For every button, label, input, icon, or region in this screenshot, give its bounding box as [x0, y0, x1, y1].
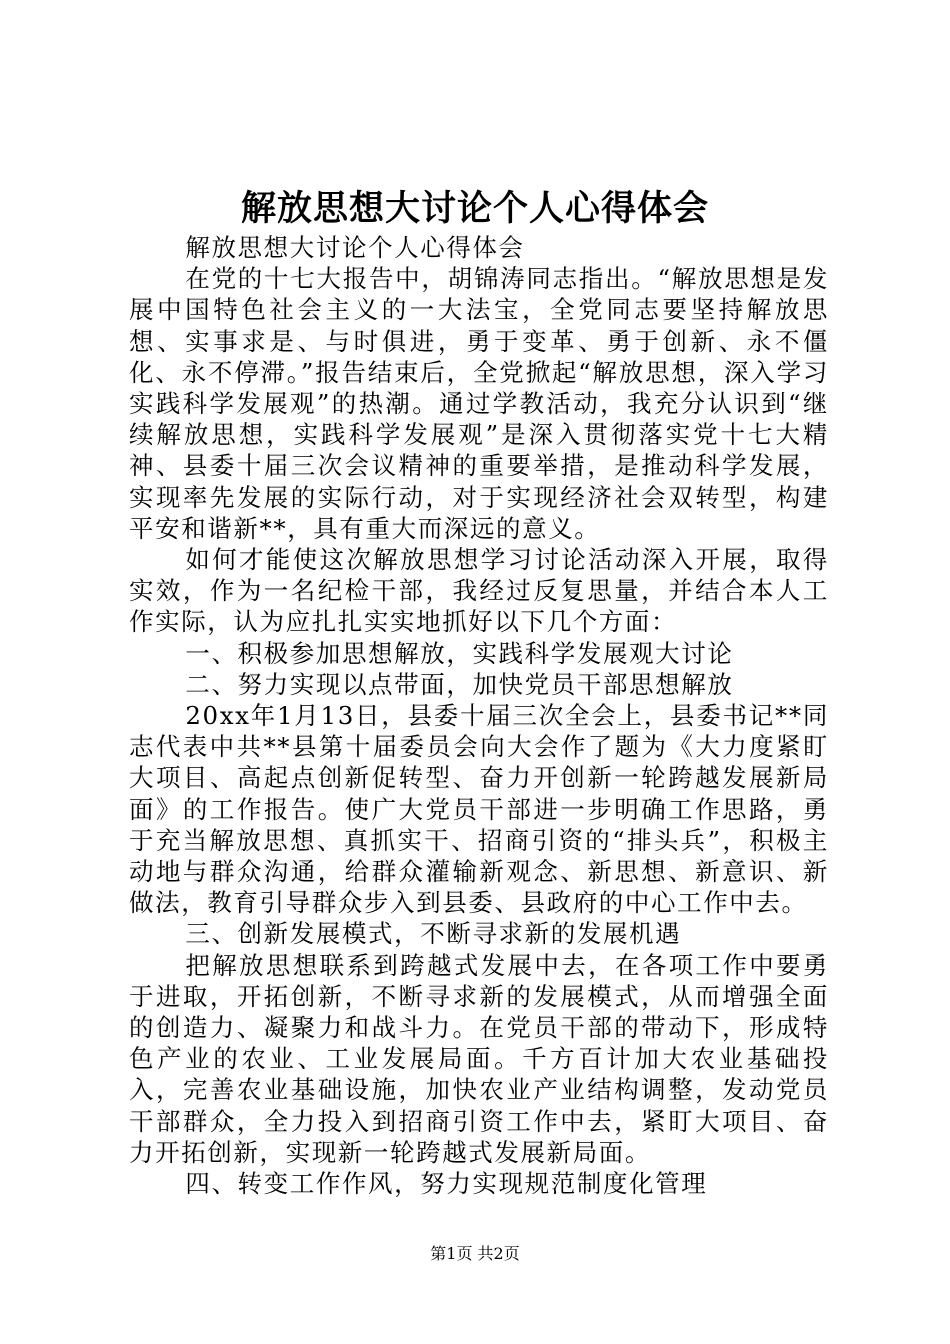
paragraph-subtitle: 解放思想大讨论个人心得体会: [185, 233, 525, 262]
section-heading: 二、努力实现以点带面，加快党员干部思想解放: [185, 669, 734, 699]
page-title: 解放思想大讨论个人心得体会: [240, 188, 709, 229]
page-number-footer: 第1页 共2页: [430, 1244, 520, 1263]
section-heading: 三、创新发展模式，不断寻求新的发展机遇: [185, 919, 682, 949]
paragraph: 20xx年1月13日，县委十届三次全会上，县委书记**同志代表中共**县第十届委员会向大会作了题为《大力度紧盯大项目、高起点创新促转型、奋力开创新一轮跨越发展新局面》的工作报告。使广大党员干部进一步明确工作思路，勇于充当解放思想、真抓实干、招商引资的“排头兵”，积极主动地与群众沟通，给群众灌输新观念、新思想、新意识、新做法，教育引导群众步入到县委、县政府的中心工作中去。: [129, 701, 829, 918]
paragraph: 如何才能使这次解放思想学习讨论活动深入开展，取得实效，作为一名纪检干部，我经过反复思量，并结合本人工作实际，认为应扎扎实实地抓好以下几个方面：: [129, 545, 829, 637]
paragraph: 在党的十七大报告中，胡锦涛同志指出。“解放思想是发展中国特色社会主义的一大法宝，全党同志要坚持解放思想、实事求是、与时俱进，勇于变革、勇于创新、永不僵化、永不停滞。”报告结束后，全党掀起“解放思想，深入学习实践科学发展观”的热潮。通过学教活动，我充分认识到“继续解放思想，实践科学发展观”是深入贯彻落实党十七大精神、县委十届三次会议精神的重要举措，是推动科学发展，实现率先发展的实际行动，对于实现经济社会双转型，构建平安和谐新**，具有重大而深远的意义。: [129, 264, 829, 543]
section-heading: 四、转变工作作风，努力实现规范制度化管理: [185, 1169, 708, 1199]
section-heading: 一、积极参加思想解放，实践科学发展观大讨论: [185, 638, 734, 668]
document-body: [129, 232, 829, 1199]
paragraph: 把解放思想联系到跨越式发展中去，在各项工作中要勇于进取，开拓创新，不断寻求新的发展模式，从而增强全面的创造力、凝聚力和战斗力。在党员干部的带动下，形成特色产业的农业、工业发展局面。千方百计加大农业基础投入，完善农业基础设施，加快农业产业结构调整，发动党员干部群众，全力投入到招商引资工作中去，紧盯大项目、奋力开拓创新，实现新一轮跨越式发展新局面。: [129, 950, 829, 1167]
